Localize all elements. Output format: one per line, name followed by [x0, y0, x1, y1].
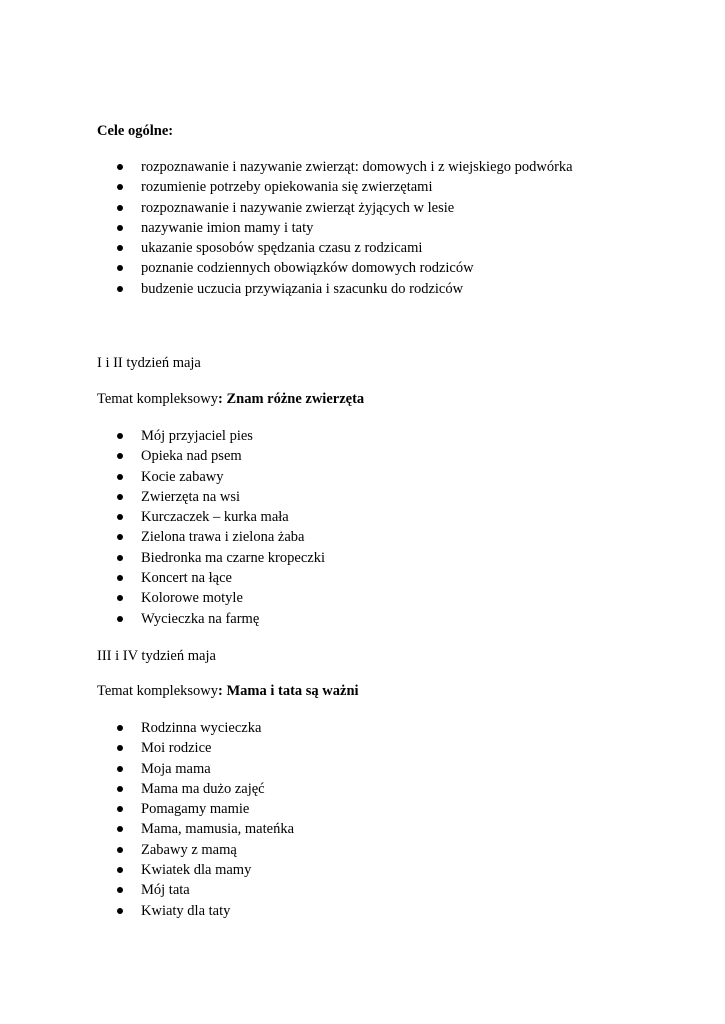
bullet-icon [117, 725, 123, 731]
list-item [0, 218, 573, 238]
list-item-text: Kolorowe motyle [141, 590, 243, 607]
list-item [0, 238, 573, 258]
list-item [0, 840, 294, 860]
theme-title: : Mama i tata są ważni [218, 683, 359, 699]
list-item [0, 507, 325, 527]
list-item [0, 901, 294, 921]
bullet-icon [117, 555, 123, 561]
list-item-text: Mój przyjaciel pies [141, 428, 253, 444]
list-item-text: Pomagamy mamie [141, 801, 250, 818]
bullet-icon [117, 433, 123, 439]
list-item [0, 718, 294, 738]
list-item [0, 819, 294, 839]
list-item [0, 548, 325, 568]
theme-prefix: Temat kompleksowy [97, 391, 219, 407]
list-item [0, 426, 325, 446]
section1-theme [97, 389, 364, 409]
list-item-text: Zwierzęta na wsi [141, 488, 241, 505]
list-item-text: rozpoznawanie i nazywanie zwierząt żyjących w lesie [141, 199, 455, 216]
list-item-text: Kwiaty dla taty [141, 902, 231, 919]
list-item [0, 860, 294, 880]
list-item [0, 467, 325, 487]
theme-title: : Znam różne zwierzęta [218, 391, 365, 407]
list-item [0, 527, 325, 547]
list-item [0, 588, 325, 608]
bullet-icon [117, 806, 123, 812]
list-item [0, 568, 325, 588]
theme-prefix: Temat kompleksowy [97, 683, 219, 699]
bullet-icon [117, 887, 123, 893]
bullet-icon [117, 453, 123, 459]
list-item [0, 738, 294, 758]
list-item-text: ukazanie sposobów spędzania czasu z rodzicami [141, 240, 423, 257]
goals-list [0, 157, 573, 299]
list-item [0, 609, 325, 629]
section2-period: III i IV tydzień maja [97, 648, 216, 664]
goals-heading: Cele ogólne: [97, 123, 174, 139]
list-item-text: rozumienie potrzeby opiekowania się zwierzętami [141, 179, 433, 196]
list-item-text: Moi rodzice [141, 740, 212, 757]
bullet-icon [117, 184, 123, 190]
list-item [0, 177, 573, 197]
list-item-text: Opieka nad psem [141, 448, 242, 465]
bullet-icon [117, 826, 123, 832]
list-item-text: Zielona trawa i zielona żaba [141, 529, 305, 546]
bullet-icon [117, 766, 123, 772]
section2-theme [97, 681, 359, 701]
list-item [0, 487, 325, 507]
list-item [0, 198, 573, 218]
list-item-text: Mama, mamusia, mateńka [141, 821, 295, 838]
list-item-text: poznanie codziennych obowiązków domowych rodziców [141, 260, 474, 277]
list-item-text: rozpoznawanie i nazywanie zwierząt: domowych i z wiejskiego podwórka [141, 159, 573, 175]
list-item-text: Moja mama [141, 760, 211, 777]
bullet-icon [117, 534, 123, 540]
bullet-icon [117, 616, 123, 622]
list-item [0, 157, 573, 177]
list-item-text: Kurczaczek – kurka mała [141, 509, 289, 526]
list-item [0, 759, 294, 779]
list-item [0, 799, 294, 819]
section1-period: I i II tydzień maja [97, 355, 201, 371]
bullet-icon [117, 847, 123, 853]
list-item-text: Mój tata [141, 882, 190, 899]
list-item-text: Zabawy z mamą [141, 841, 237, 858]
bullet-icon [117, 494, 123, 500]
bullet-icon [117, 514, 123, 520]
bullet-icon [117, 164, 123, 170]
list-item-text: Kocie zabawy [141, 468, 224, 485]
bullet-icon [117, 265, 123, 271]
bullet-icon [117, 245, 123, 251]
list-item [0, 779, 294, 799]
section1-list [0, 426, 325, 629]
list-item-text: Koncert na łące [141, 570, 232, 587]
list-item-text: Biedronka ma czarne kropeczki [141, 549, 325, 566]
bullet-icon [117, 867, 123, 873]
bullet-icon [117, 474, 123, 480]
list-item-text: Wycieczka na farmę [141, 610, 260, 627]
list-item [0, 258, 573, 278]
bullet-icon [117, 786, 123, 792]
list-item-text: Mama ma dużo zajęć [141, 780, 265, 797]
bullet-icon [117, 225, 123, 231]
list-item [0, 279, 573, 299]
bullet-icon [117, 595, 123, 601]
list-item-text: budzenie uczucia przywiązania i szacunku do rodziców [141, 280, 464, 297]
bullet-icon [117, 745, 123, 751]
list-item [0, 446, 325, 466]
bullet-icon [117, 205, 123, 211]
section2-list [0, 718, 294, 921]
list-item-text: Rodzinna wycieczka [141, 720, 262, 736]
list-item-text: nazywanie imion mamy i taty [141, 219, 314, 236]
bullet-icon [117, 575, 123, 581]
list-item-text: Kwiatek dla mamy [141, 862, 252, 879]
list-item [0, 880, 294, 900]
bullet-icon [117, 286, 123, 292]
bullet-icon [117, 908, 123, 914]
